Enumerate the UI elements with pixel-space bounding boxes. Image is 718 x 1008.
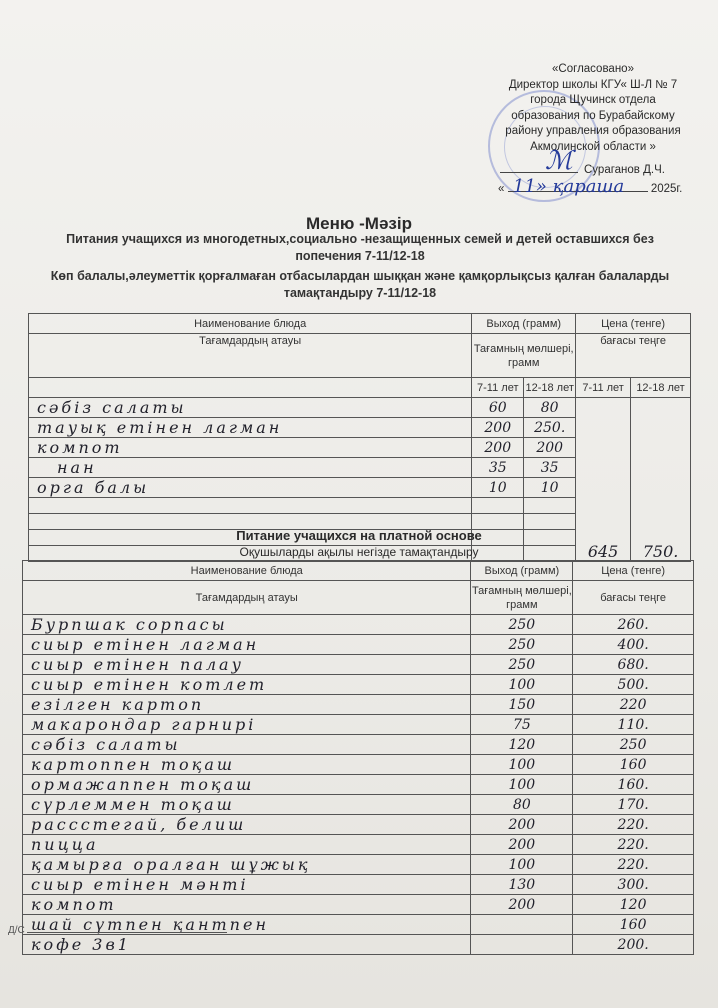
price-12-18: 750. [631, 398, 691, 562]
approval-line: району управления образования [505, 125, 681, 137]
price: 160. [573, 775, 694, 795]
col-header-price-ru: Цена (тенге) [573, 561, 694, 581]
grams: 250 [471, 635, 573, 655]
col-header-name-ru: Наименование блюда [29, 314, 472, 334]
grams-7-11: 35 [472, 458, 524, 478]
page-title: Меню -Мәзір [306, 214, 412, 233]
table-row [23, 675, 694, 695]
dish-name: рассстегай, белиш [23, 815, 471, 835]
age-header: 7-11 лет [576, 378, 631, 398]
table-row [23, 715, 694, 735]
col-header-name-kz: Тағамдардың атауы [23, 581, 471, 615]
price: 110. [573, 715, 694, 735]
dish-name: кофе 3в1 [23, 935, 471, 955]
dish-name: нан [29, 458, 472, 478]
grams: 200 [471, 835, 573, 855]
col-header-price-kz: бағасы теңге [576, 334, 691, 378]
dish-name: езілген картоп [23, 695, 471, 715]
age-header: 12-18 лет [631, 378, 691, 398]
price: 260. [573, 615, 694, 635]
grams: 100 [471, 855, 573, 875]
table-row [23, 735, 694, 755]
approval-line: образования по Бурабайскому [511, 109, 675, 122]
grams: 75 [471, 715, 573, 735]
dish-name: Бурпшак сорпасы [23, 615, 471, 635]
grams-12-18: 250. [524, 418, 576, 438]
approval-line: Акмолинской области » [530, 140, 656, 153]
free-meal-table [28, 313, 691, 562]
grams-12-18: 35 [524, 458, 576, 478]
table-row [23, 655, 694, 675]
grams: 100 [471, 775, 573, 795]
grams: 250 [471, 615, 573, 635]
col-header-output-kz: Тағамның мөлшері, грамм [472, 334, 576, 378]
date-prefix: « [498, 183, 505, 195]
date-year: 2025г. [650, 183, 683, 195]
col-header-name-ru: Наименование блюда [23, 561, 471, 581]
date-handwritten: 11» қараша [513, 176, 625, 197]
dish-name: макарондар гарнирі [23, 715, 471, 735]
price: 220. [573, 855, 694, 875]
dish-name: пицца [23, 835, 471, 855]
table-row [23, 795, 694, 815]
table-row [23, 875, 694, 895]
dish-name: сиыр етінен лагман [23, 635, 471, 655]
price: 500. [573, 675, 694, 695]
grams-12-18: 80 [524, 398, 576, 418]
grams-12-18: 10 [524, 478, 576, 498]
dish-name: сиыр етінен котлет [23, 675, 471, 695]
signer-row [500, 164, 715, 176]
age-header: 7-11 лет [472, 378, 524, 398]
grams-7-11: 60 [472, 398, 524, 418]
grams: 120 [471, 735, 573, 755]
dish-name: компот [29, 438, 472, 458]
col-header-price-kz: бағасы теңге [573, 581, 694, 615]
table-row [23, 835, 694, 855]
grams: 250 [471, 655, 573, 675]
table-row [23, 895, 694, 915]
approval-line: «Согласовано» [552, 63, 634, 75]
grams: 200 [471, 895, 573, 915]
approval-block [478, 62, 708, 155]
table-row [23, 935, 694, 955]
table-row [23, 855, 694, 875]
grams [471, 915, 573, 935]
col-header-output-ru: Выход (грамм) [471, 561, 573, 581]
dish-name: шай сүтпен қантпен [23, 915, 471, 935]
director-signature: ℳ [545, 146, 573, 176]
grams-12-18: 200 [524, 438, 576, 458]
grams: 80 [471, 795, 573, 815]
dish-name: картоппен тоқаш [23, 755, 471, 775]
paid-section-title-ru: Питание учащихся на платной основе [236, 528, 482, 543]
grams: 130 [471, 875, 573, 895]
price: 250 [573, 735, 694, 755]
price: 680. [573, 655, 694, 675]
grams: 100 [471, 755, 573, 775]
col-header-name-kz: Тағамдардың атауы [29, 334, 472, 378]
dish-name: компот [23, 895, 471, 915]
price: 200. [573, 935, 694, 955]
table-row [23, 755, 694, 775]
subtitle-ru: Питания учащихся из многодетных,социально -незащищенных семей и детей оставшихся без попечения 7-11/12-18 [66, 232, 654, 263]
dish-name: сәбіз салаты [29, 398, 472, 418]
dish-name: сиыр етінен палау [23, 655, 471, 675]
price: 160 [573, 755, 694, 775]
col-header-price-ru: Цена (тенге) [576, 314, 691, 334]
price: 300. [573, 875, 694, 895]
price: 220. [573, 815, 694, 835]
age-header: 12-18 лет [524, 378, 576, 398]
col-header-output-kz: Тағамның мөлшері, грамм [471, 581, 573, 615]
price: 120 [573, 895, 694, 915]
grams-7-11: 10 [472, 478, 524, 498]
table-row [23, 615, 694, 635]
price: 170. [573, 795, 694, 815]
table-row [23, 695, 694, 715]
table-row [23, 635, 694, 655]
footer-ds [8, 925, 227, 936]
dish-name: сүрлеммен тоқаш [23, 795, 471, 815]
grams-7-11: 200 [472, 438, 524, 458]
approval-line: Директор школы КГУ« Ш-Л № 7 [508, 78, 678, 91]
grams: 200 [471, 815, 573, 835]
grams: 150 [471, 695, 573, 715]
paid-section-title-kz: Оқушыларды ақылы негізде тамақтандыру [239, 545, 479, 559]
dish-name: сәбіз салаты [23, 735, 471, 755]
dish-name: орга балы [29, 478, 472, 498]
price: 220. [573, 835, 694, 855]
grams: 100 [471, 675, 573, 695]
footer-ds-label: Д/С [8, 925, 25, 936]
grams-7-11: 200 [472, 418, 524, 438]
price: 400. [573, 635, 694, 655]
dish-name: қамырға оралған шұжық [23, 855, 471, 875]
subtitle-kz: Көп балалы,әлеуметтік қорғалмаған отбасылардан шыққан және қамқорлықсыз қалған балаларды тамақтандыру 7-11/12-18 [50, 269, 670, 300]
grams [471, 935, 573, 955]
price: 160 [573, 915, 694, 935]
dish-name: сиыр етінен мәнті [23, 875, 471, 895]
dish-name: ормажаппен тоқаш [23, 775, 471, 795]
table-row [23, 815, 694, 835]
approval-line: города Щучинск отдела [530, 94, 656, 106]
price-7-11: 645 [576, 398, 631, 562]
table-row [23, 775, 694, 795]
col-header-output-ru: Выход (грамм) [472, 314, 576, 334]
dish-name: тауық етінен лагман [29, 418, 472, 438]
signer-name: Сураганов Д.Ч. [584, 164, 665, 176]
price: 220 [573, 695, 694, 715]
paid-meal-table [22, 560, 694, 955]
